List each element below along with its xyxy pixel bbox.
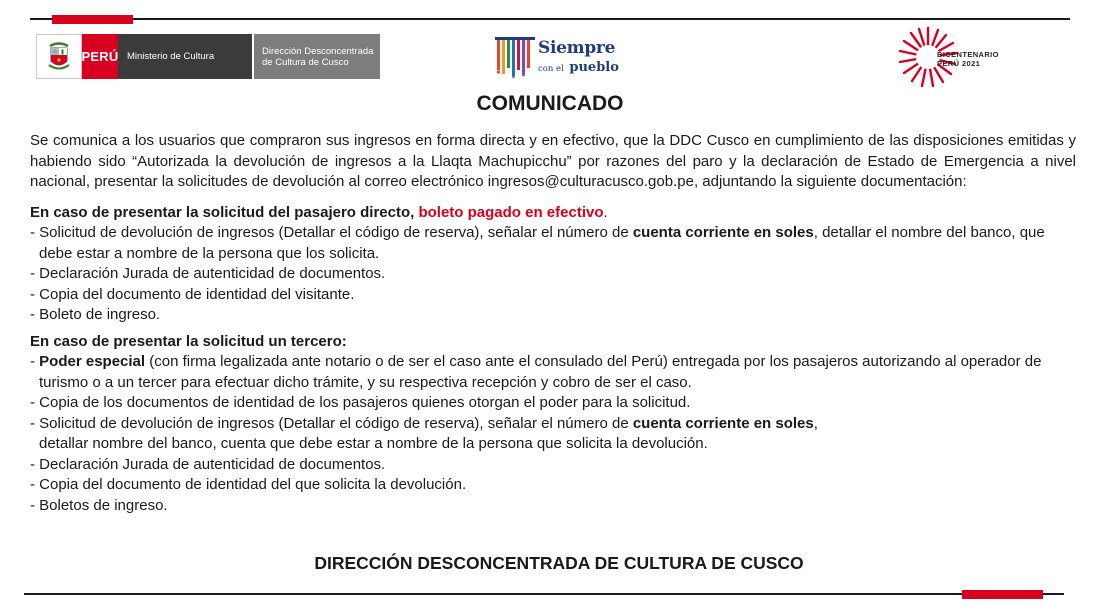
top-red-accent (52, 15, 133, 24)
signature: DIRECCIÓN DESCONCENTRADA DE CULTURA DE CUSCO (314, 553, 804, 573)
intro-paragraph: Se comunica a los usuarios que compraron sus ingresos en forma directa y en efectivo, que la DDC Cusco en cumplimiento de las disposiciones emitidas y habiendo sido “Autorizada la devolución de ingresos a la Llaqta Machupicchu” por razones del paro y la declaración de Estado de Emergencia a nivel nacional, presentar la solicitudes de devolución al correo electrónico ingresos@culturacusco.gob.pe, adjuntando la siguiente documentación: (30, 132, 1076, 190)
bottom-rule (24, 593, 1064, 595)
con-el-pueblo-words (538, 56, 619, 75)
list-item: - Declaración Jurada de autenticidad de documentos. (30, 455, 386, 473)
list-item: - Copia del documento de identidad del que solicita la devolución. (30, 476, 467, 493)
section-third-party (30, 332, 1076, 517)
top-rule (30, 18, 1070, 20)
list-item: - Boleto de ingreso. (30, 306, 161, 323)
section2-item1-rest: (con firma legalizada ante notario o de ser el caso ante el consulado del Perú) entregada por los pasajeros autorizando al operador de turismo o a un tercer para efectuar dicho trámite, y su respectiva recepción y cobro de ser el caso. (39, 353, 1042, 391)
section2-item1-bold: Poder especial (39, 353, 146, 370)
pueblo-word: pueblo (569, 60, 619, 75)
page-title: COMUNICADO (476, 92, 624, 115)
ddc-label (252, 34, 380, 79)
bicentenario-logo (897, 26, 1037, 88)
ddc-label-line1: Dirección Desconcentrada (262, 45, 374, 57)
section1-heading (30, 203, 1076, 224)
list-item: - Copia del documento de identidad del visitante. (30, 285, 355, 303)
section2-item3-a: - Solicitud de devolución de ingresos (Detallar el código de reserva), señalar el número de (30, 414, 633, 432)
section2-item3-bold: cuenta corriente en soles (632, 414, 814, 432)
section2-item1-prefix: - (30, 353, 40, 370)
list-item: - Copia de los documentos de identidad de los pasajeros quienes otorgan el poder para la solicitud. (30, 394, 691, 411)
list-item (30, 223, 1076, 264)
con-el-word: con el (538, 64, 564, 74)
ministry-logo (36, 34, 380, 79)
bicentenario-line2: PERÚ 2021 (937, 59, 981, 68)
siempre-con-el-pueblo-logo (494, 34, 624, 78)
bottom-red-accent (962, 590, 1043, 599)
list-item (30, 414, 1076, 455)
section-direct-passenger (30, 203, 1076, 326)
section1-heading-red: boleto pagado en efectivo (418, 203, 604, 221)
colored-stripes-icon (494, 34, 536, 78)
bicentenario-line1: BICENTENARIO (937, 50, 999, 59)
list-item (30, 352, 1076, 393)
section1-item1-a: - Solicitud de devolución de ingresos (Detallar el código de reserva), señalar el número de (30, 224, 633, 241)
section2-heading: En caso de presentar la solicitud un tercero: (30, 332, 347, 350)
bicentenario-label (937, 50, 999, 68)
list-item: - Boletos de ingreso. (30, 496, 168, 514)
document-body (30, 131, 1076, 522)
list-item: - Declaración Jurada de autenticidad de documentos. (30, 265, 386, 282)
peru-label: PERÚ (82, 34, 118, 79)
section2-item3-b: , (813, 414, 818, 432)
ministry-label: Ministerio de Cultura (118, 34, 252, 79)
section1-heading-end: . (603, 203, 608, 221)
siempre-word: Siempre (538, 38, 616, 58)
section2-item3-c: detallar nombre del banco, cuenta que debe estar a nombre de la persona que solicita la devolución. (39, 435, 708, 452)
coat-of-arms-icon (36, 34, 82, 79)
ddc-label-line2: de Cultura de Cusco (262, 56, 349, 68)
section1-item1-bold: cuenta corriente en soles (632, 224, 814, 241)
section1-heading-text: En caso de presentar la solicitud del pasajero directo, (30, 203, 419, 221)
section1-item1-b: , detallar el nombre del banco, que debe estar a nombre de la persona que los solicita. (39, 224, 1045, 262)
